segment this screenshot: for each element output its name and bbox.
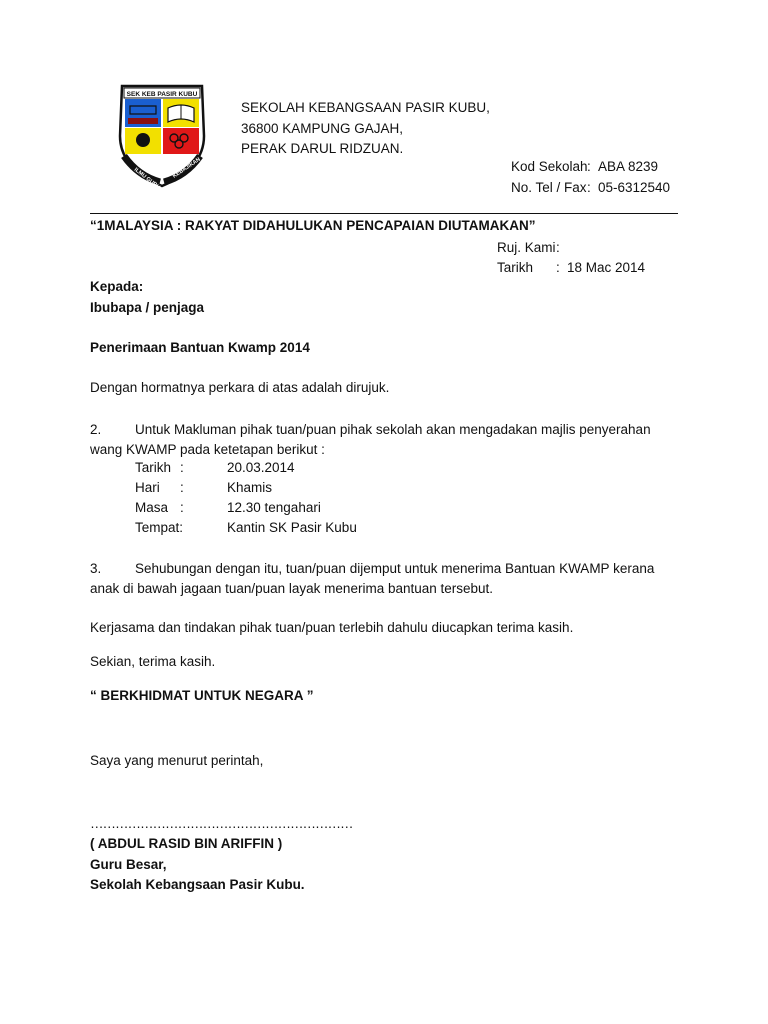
- detail-value: Khamis: [227, 480, 273, 495]
- detail-label: Tempat:: [135, 520, 184, 535]
- paragraph-2-text: Untuk Makluman pihak tuan/puan pihak sekolah akan mengadakan majlis penyerahan wang KWAMP pada ketetapan berikut :: [90, 422, 651, 457]
- letter-subject: Penerimaan Bantuan Kwamp 2014: [90, 340, 310, 355]
- detail-sep: :: [180, 480, 184, 495]
- paragraph-3-text: Sehubungan dengan itu, tuan/puan dijemput untuk menerima Bantuan KWAMP kerana anak di bawah jagaan tuan/puan layak menerima bantuan tersebut.: [90, 561, 655, 596]
- phone-sep: :: [587, 180, 591, 195]
- slogan: “1MALAYSIA : RAKYAT DIDAHULUKAN PENCAPAIAN DIUTAMAKAN”: [90, 218, 536, 233]
- detail-value: 12.30 tengahari: [227, 500, 321, 515]
- signatory-title: Guru Besar,: [90, 857, 167, 872]
- school-code-value: ABA 8239: [598, 159, 659, 174]
- crest-right-ribbon-text: KEBAJIKAN: [171, 156, 202, 180]
- reference-label: Ruj. Kami: [497, 240, 556, 255]
- school-code-label: Kod Sekolah: [511, 159, 588, 174]
- paragraph-2: [90, 420, 680, 460]
- paragraph-3: [90, 559, 680, 599]
- obedient-line: Saya yang menurut perintah,: [90, 753, 264, 768]
- letterhead-divider: [90, 213, 678, 214]
- detail-sep: :: [180, 460, 184, 475]
- signature-line: ………………………………………………………: [90, 816, 353, 831]
- school-code-sep: :: [587, 159, 591, 174]
- paragraph-2-number: 2.: [90, 422, 102, 437]
- recipient-name: Ibubapa / penjaga: [90, 300, 205, 315]
- school-address-line2: PERAK DARUL RIDZUAN.: [241, 141, 404, 156]
- recipient-heading: Kepada:: [90, 279, 144, 294]
- detail-value: 20.03.2014: [227, 460, 295, 475]
- motto: “ BERKHIDMAT UNTUK NEGARA ”: [90, 688, 314, 703]
- signatory-name: ( ABDUL RASID BIN ARIFFIN ): [90, 836, 283, 851]
- paragraph-3-number: 3.: [90, 561, 102, 576]
- closing-line: Sekian, terima kasih.: [90, 654, 216, 669]
- detail-label: Masa: [135, 500, 169, 515]
- detail-sep: :: [180, 500, 184, 515]
- greeting-paragraph: Dengan hormatnya perkara di atas adalah dirujuk.: [90, 380, 390, 395]
- date-sep: :: [556, 260, 560, 275]
- crest-left-ribbon-text: ILMU GURU: [132, 166, 162, 190]
- letter-date: 18 Mac 2014: [567, 260, 646, 275]
- school-crest-logo: [108, 78, 216, 190]
- signatory-school: Sekolah Kebangsaan Pasir Kubu.: [90, 877, 305, 892]
- phone-value: 05-6312540: [598, 180, 671, 195]
- date-label: Tarikh: [497, 260, 534, 275]
- detail-label: Tarikh: [135, 460, 172, 475]
- school-name: SEKOLAH KEBANGSAAN PASIR KUBU,: [241, 100, 490, 115]
- reference-sep: :: [556, 240, 560, 255]
- cooperation-paragraph: Kerjasama dan tindakan pihak tuan/puan terlebih dahulu diucapkan terima kasih.: [90, 620, 574, 635]
- school-address-line1: 36800 KAMPUNG GAJAH,: [241, 121, 404, 136]
- crest-banner-text: SEK KEB PASIR KUBU: [126, 91, 198, 98]
- detail-value: Kantin SK Pasir Kubu: [227, 520, 357, 535]
- detail-label: Hari: [135, 480, 160, 495]
- phone-label: No. Tel / Fax: [511, 180, 587, 195]
